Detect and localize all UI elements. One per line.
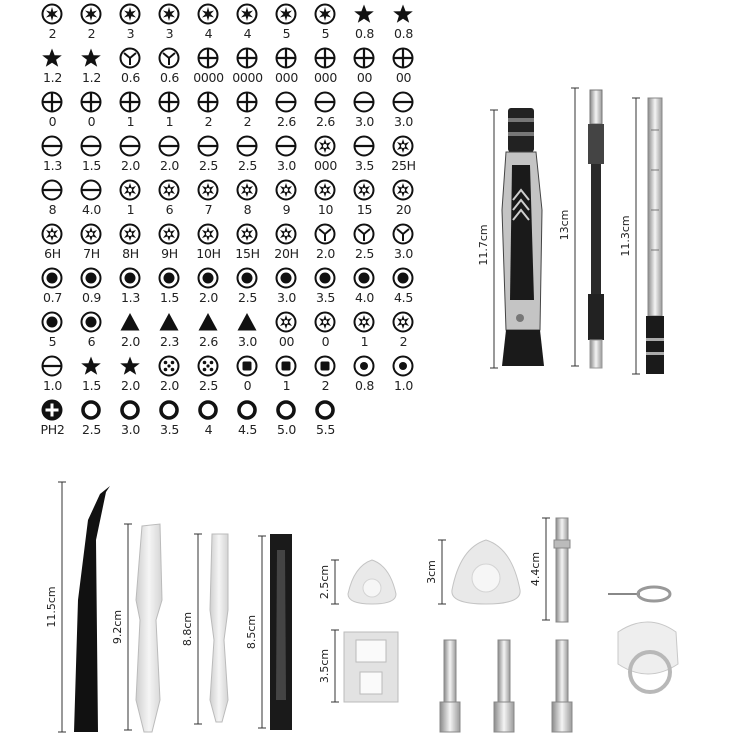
flexible-extension-shaft — [558, 88, 604, 368]
bit-size-label: 25H — [391, 158, 416, 173]
extension-bar — [619, 98, 664, 374]
bit-size-label: 20 — [395, 202, 412, 217]
bit-size-label: 4 — [204, 422, 213, 437]
pry-bar-thin — [181, 534, 228, 724]
bit-size-label: 2 — [321, 378, 330, 393]
bit-size-label: 1.5 — [82, 158, 101, 173]
bit-size-label: 3.0 — [394, 246, 413, 261]
bit-size-label: 2 — [204, 114, 213, 129]
bit-size-label: 4.0 — [82, 202, 101, 217]
bit-size-label: 2 — [48, 26, 57, 41]
bit-size-label: 1 — [126, 114, 135, 129]
sim-pin — [608, 587, 670, 601]
bit-size-label: 15H — [235, 246, 260, 261]
bit-size-label: 4 — [243, 26, 252, 41]
pick-large-size-label: 3cm — [425, 560, 438, 584]
bit-size-label: 2.0 — [199, 290, 218, 305]
bit-size-label: 6 — [87, 334, 96, 349]
bit-size-label: 1.5 — [160, 290, 179, 305]
bit-size-label: 1.3 — [121, 290, 140, 305]
bit-size-label: 15 — [356, 202, 373, 217]
bit-size-label: 1 — [165, 114, 174, 129]
suction-cup — [618, 622, 678, 692]
bit-size-label: 000 — [314, 158, 337, 173]
bit-size-label: 8 — [243, 202, 252, 217]
bit-size-label: 3.5 — [316, 290, 335, 305]
bit-size-label: 0 — [48, 114, 57, 129]
tweezers — [45, 482, 110, 732]
pick-small-size-label: 2.5cm — [318, 564, 331, 600]
magnetizer — [318, 630, 398, 702]
bit-size-label: 5.0 — [277, 422, 296, 437]
bit-size-label: 2.6 — [316, 114, 335, 129]
bit-size-label: 6H — [44, 246, 61, 261]
bit-size-label: 1.2 — [82, 70, 101, 85]
bit-size-label: 1 — [282, 378, 291, 393]
bit-size-label: 0.8 — [355, 378, 374, 393]
bit-size-label: 0.8 — [394, 26, 413, 41]
bit-size-label: 5 — [48, 334, 57, 349]
socket-adapter — [529, 518, 570, 622]
pry-bar-wide — [111, 524, 162, 732]
pry-bar-wide-length-label: 9.2cm — [111, 609, 124, 645]
extension-shaft-length-label: 13cm — [558, 209, 571, 241]
bit-size-label: 20H — [274, 246, 299, 261]
bit-size-label: 2.5 — [199, 378, 218, 393]
bit-size-label: 2.0 — [160, 378, 179, 393]
bit-size-label: 1 — [126, 202, 135, 217]
bit-size-label: 9 — [282, 202, 291, 217]
bit-size-label: 1.5 — [82, 378, 101, 393]
bit-size-label: 3.0 — [355, 114, 374, 129]
bit-size-label: 3.0 — [121, 422, 140, 437]
bit-size-label: 0.6 — [160, 70, 179, 85]
spudger-black — [245, 534, 292, 730]
bit-size-label: 3.0 — [238, 334, 257, 349]
bit-size-label: 5 — [282, 26, 291, 41]
bit-size-label: 3.0 — [394, 114, 413, 129]
bit-size-label: 4.5 — [238, 422, 257, 437]
spudger-length-label: 8.5cm — [245, 614, 258, 650]
bit-size-label: 3.0 — [277, 158, 296, 173]
bit-size-label: 2.6 — [199, 334, 218, 349]
bit-size-label: 10H — [196, 246, 221, 261]
bit-size-label: 2.0 — [160, 158, 179, 173]
opening-pick-large — [425, 540, 520, 604]
bit-size-label: 0 — [87, 114, 96, 129]
bit-size-label: 00 — [356, 70, 373, 85]
bit-size-label: 1.0 — [394, 378, 413, 393]
bit-size-label: 0.7 — [43, 290, 62, 305]
bit-size-label: 1.2 — [43, 70, 62, 85]
bit-size-label: 5.5 — [316, 422, 335, 437]
bit-size-label: 2 — [399, 334, 408, 349]
handle-length-label: 11.7cm — [477, 224, 490, 266]
bit-size-label: 0.6 — [121, 70, 140, 85]
tweezers-length-label: 11.5cm — [45, 586, 58, 628]
bit-size-label: 2.0 — [121, 158, 140, 173]
bit-size-label: 2.0 — [121, 334, 140, 349]
bit-size-label: 3.0 — [277, 290, 296, 305]
bit-size-label: 4.5 — [394, 290, 413, 305]
bit-size-label: 2.5 — [355, 246, 374, 261]
bit-size-label: 3.5 — [160, 422, 179, 437]
bit-size-label: PH2 — [40, 422, 65, 437]
bit-size-label: 2.5 — [82, 422, 101, 437]
bit-size-label: 1.3 — [43, 158, 62, 173]
bit-size-label: 0.9 — [82, 290, 101, 305]
bit-size-label: 8H — [122, 246, 139, 261]
bit-size-label: 2 — [87, 26, 96, 41]
bit-size-label: 2.0 — [316, 246, 335, 261]
bit-size-label: 2.3 — [160, 334, 179, 349]
bit-size-label: 4 — [204, 26, 213, 41]
bit-size-label: 00 — [395, 70, 412, 85]
screwdriver-handle — [477, 108, 544, 368]
bit-size-label: 8 — [48, 202, 57, 217]
bit-size-label: 6 — [165, 202, 174, 217]
bit-size-label: 2.0 — [121, 378, 140, 393]
bit-size-label: 2.5 — [238, 158, 257, 173]
bit-size-label: 0 — [243, 378, 252, 393]
magnetizer-size-label: 3.5cm — [318, 648, 331, 684]
bit-size-label: 0000 — [232, 70, 263, 85]
bit-size-label: 2.5 — [199, 158, 218, 173]
bit-size-label: 1.0 — [43, 378, 62, 393]
bit-size-label: 2 — [243, 114, 252, 129]
bit-size-label: 0 — [321, 334, 330, 349]
bit-size-label: 7H — [83, 246, 100, 261]
bit-size-label: 1 — [360, 334, 369, 349]
bit-size-label: 2.5 — [238, 290, 257, 305]
bit-size-label: 10 — [317, 202, 334, 217]
bit-size-label: 000 — [314, 70, 337, 85]
bit-size-label: 0000 — [193, 70, 224, 85]
bit-size-label: 000 — [275, 70, 298, 85]
bit-size-label: 0.8 — [355, 26, 374, 41]
bit-size-label: 3 — [165, 26, 174, 41]
extension-bar-length-label: 11.3cm — [619, 215, 632, 257]
opening-pick-small — [318, 560, 396, 604]
bit-socket-set — [440, 640, 572, 732]
bit-size-label: 9H — [161, 246, 178, 261]
bit-size-label: 2.6 — [277, 114, 296, 129]
bit-size-label: 3.5 — [355, 158, 374, 173]
pry-bar-thin-length-label: 8.8cm — [181, 611, 194, 647]
socket-adapter-size-label: 4.4cm — [529, 551, 542, 587]
bit-size-label: 5 — [321, 26, 330, 41]
bit-size-label: 00 — [278, 334, 295, 349]
bit-size-label: 3 — [126, 26, 135, 41]
bit-size-label: 4.0 — [355, 290, 374, 305]
bit-size-label: 7 — [204, 202, 213, 217]
